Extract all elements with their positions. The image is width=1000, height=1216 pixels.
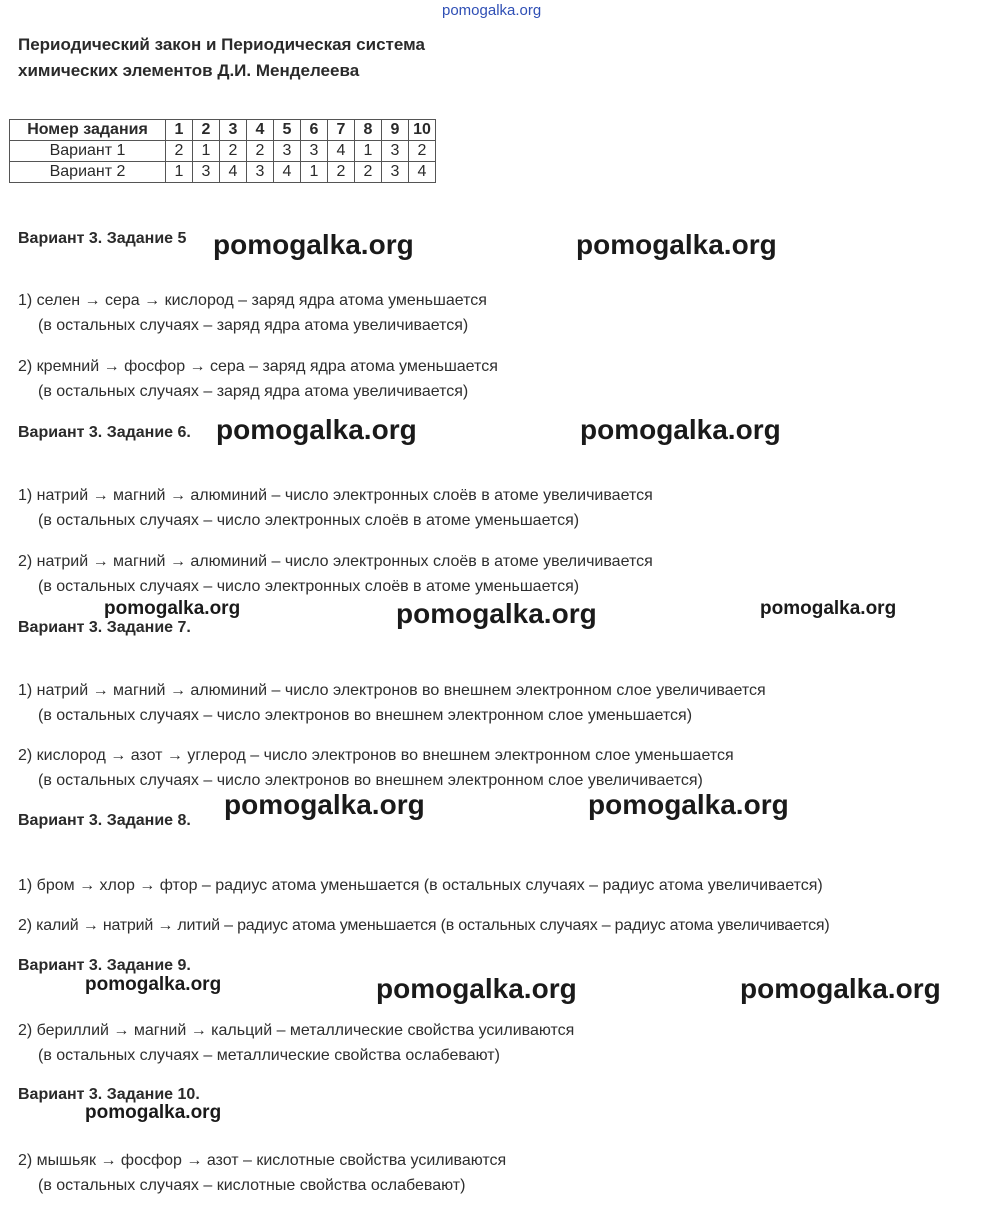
task-number-cell: 2 <box>193 120 220 141</box>
watermark: pomogalka.org <box>104 598 241 619</box>
answer-cell: 3 <box>193 162 220 183</box>
task-line: 2) кремний → фосфор → сера – заряд ядра атома уменьшается <box>18 358 498 375</box>
page-title-line-1: Периодический закон и Периодическая система <box>18 35 425 54</box>
task-line: 2) бериллий → магний → кальций – металлические свойства усиливаются <box>18 1022 575 1039</box>
task-line: 2) мышьяк → фосфор → азот – кислотные свойства усиливаются <box>18 1152 507 1169</box>
task-number-cell: 1 <box>166 120 193 141</box>
answer-cell: 2 <box>355 162 382 183</box>
answer-cell: 1 <box>301 162 328 183</box>
task-line: (в остальных случаях – металлические свойства ослабевают) <box>38 1047 500 1064</box>
task-line: (в остальных случаях – число электронных слоёв в атоме уменьшается) <box>38 578 580 595</box>
task-line: (в остальных случаях – число электронных слоёв в атоме уменьшается) <box>38 512 580 529</box>
task-number-cell: 5 <box>274 120 301 141</box>
task-line: (в остальных случаях – кислотные свойства ослабевают) <box>38 1177 466 1194</box>
task-number-cell: 10 <box>409 120 436 141</box>
page-title-line-2: химических элементов Д.И. Менделеева <box>18 61 360 80</box>
task-heading: Вариант 3. Задание 6. <box>18 424 191 441</box>
task-heading: Вариант 3. Задание 8. <box>18 812 191 829</box>
answer-cell: 2 <box>409 141 436 162</box>
answer-cell: 4 <box>328 141 355 162</box>
task-line: 1) бром → хлор → фтор – радиус атома уменьшается (в остальных случаях – радиус атома увеличивается) <box>18 877 823 894</box>
table-header-label: Номер задания <box>10 120 166 141</box>
task-number-cell: 8 <box>355 120 382 141</box>
answer-cell: 3 <box>382 162 409 183</box>
table-header-row <box>10 120 436 141</box>
task-number-cell: 3 <box>220 120 247 141</box>
answer-cell: 1 <box>355 141 382 162</box>
watermark: pomogalka.org <box>213 229 414 260</box>
row-label: Вариант 1 <box>10 141 166 162</box>
task-line: 1) натрий → магний → алюминий – число электронных слоёв в атоме увеличивается <box>18 487 653 504</box>
site-link[interactable]: pomogalka.org <box>442 2 542 19</box>
task-heading: Вариант 3. Задание 9. <box>18 957 191 974</box>
task-heading: Вариант 3. Задание 10. <box>18 1086 200 1103</box>
answer-cell: 2 <box>247 141 274 162</box>
watermark: pomogalka.org <box>216 414 417 445</box>
row-label: Вариант 2 <box>10 162 166 183</box>
task-number-cell: 7 <box>328 120 355 141</box>
task-line: (в остальных случаях – число электронов во внешнем электронном слое увеличивается) <box>38 772 703 789</box>
task-heading: Вариант 3. Задание 5 <box>18 230 187 247</box>
watermark: pomogalka.org <box>376 973 577 1004</box>
answer-cell: 3 <box>301 141 328 162</box>
task-line: 2) натрий → магний → алюминий – число электронных слоёв в атоме увеличивается <box>18 553 653 570</box>
task-line: 1) натрий → магний → алюминий – число электронов во внешнем электронном слое увеличивается <box>18 682 766 699</box>
task-line: (в остальных случаях – число электронов во внешнем электронном слое уменьшается) <box>38 707 693 724</box>
watermark: pomogalka.org <box>740 973 941 1004</box>
watermark: pomogalka.org <box>580 414 781 445</box>
answer-cell: 3 <box>382 141 409 162</box>
page-title <box>18 32 425 84</box>
answer-cell: 1 <box>193 141 220 162</box>
answer-cell: 3 <box>247 162 274 183</box>
task-number-cell: 6 <box>301 120 328 141</box>
watermark: pomogalka.org <box>760 598 897 619</box>
answer-cell: 2 <box>166 141 193 162</box>
table-row <box>10 162 436 183</box>
answer-cell: 2 <box>328 162 355 183</box>
watermark: pomogalka.org <box>224 789 425 820</box>
answer-cell: 3 <box>274 141 301 162</box>
task-line: 1) селен → сера → кислород – заряд ядра атома уменьшается <box>18 292 487 309</box>
task-line: 2) калий → натрий → литий – радиус атома уменьшается (в остальных случаях – радиус атома увеличивается) <box>18 917 830 934</box>
task-number-cell: 4 <box>247 120 274 141</box>
watermark: pomogalka.org <box>85 974 222 995</box>
task-heading: Вариант 3. Задание 7. <box>18 619 191 636</box>
task-line: (в остальных случаях – заряд ядра атома увеличивается) <box>38 383 469 400</box>
answer-table <box>9 119 436 183</box>
table-row <box>10 141 436 162</box>
answer-cell: 4 <box>274 162 301 183</box>
answer-cell: 1 <box>166 162 193 183</box>
watermark: pomogalka.org <box>588 789 789 820</box>
task-line: (в остальных случаях – заряд ядра атома увеличивается) <box>38 317 469 334</box>
answer-cell: 4 <box>409 162 436 183</box>
task-line: 2) кислород → азот → углерод – число электронов во внешнем электронном слое уменьшается <box>18 747 734 764</box>
task-number-cell: 9 <box>382 120 409 141</box>
answer-cell: 4 <box>220 162 247 183</box>
watermark: pomogalka.org <box>396 598 597 629</box>
watermark: pomogalka.org <box>576 229 777 260</box>
watermark: pomogalka.org <box>85 1102 222 1123</box>
answer-cell: 2 <box>220 141 247 162</box>
